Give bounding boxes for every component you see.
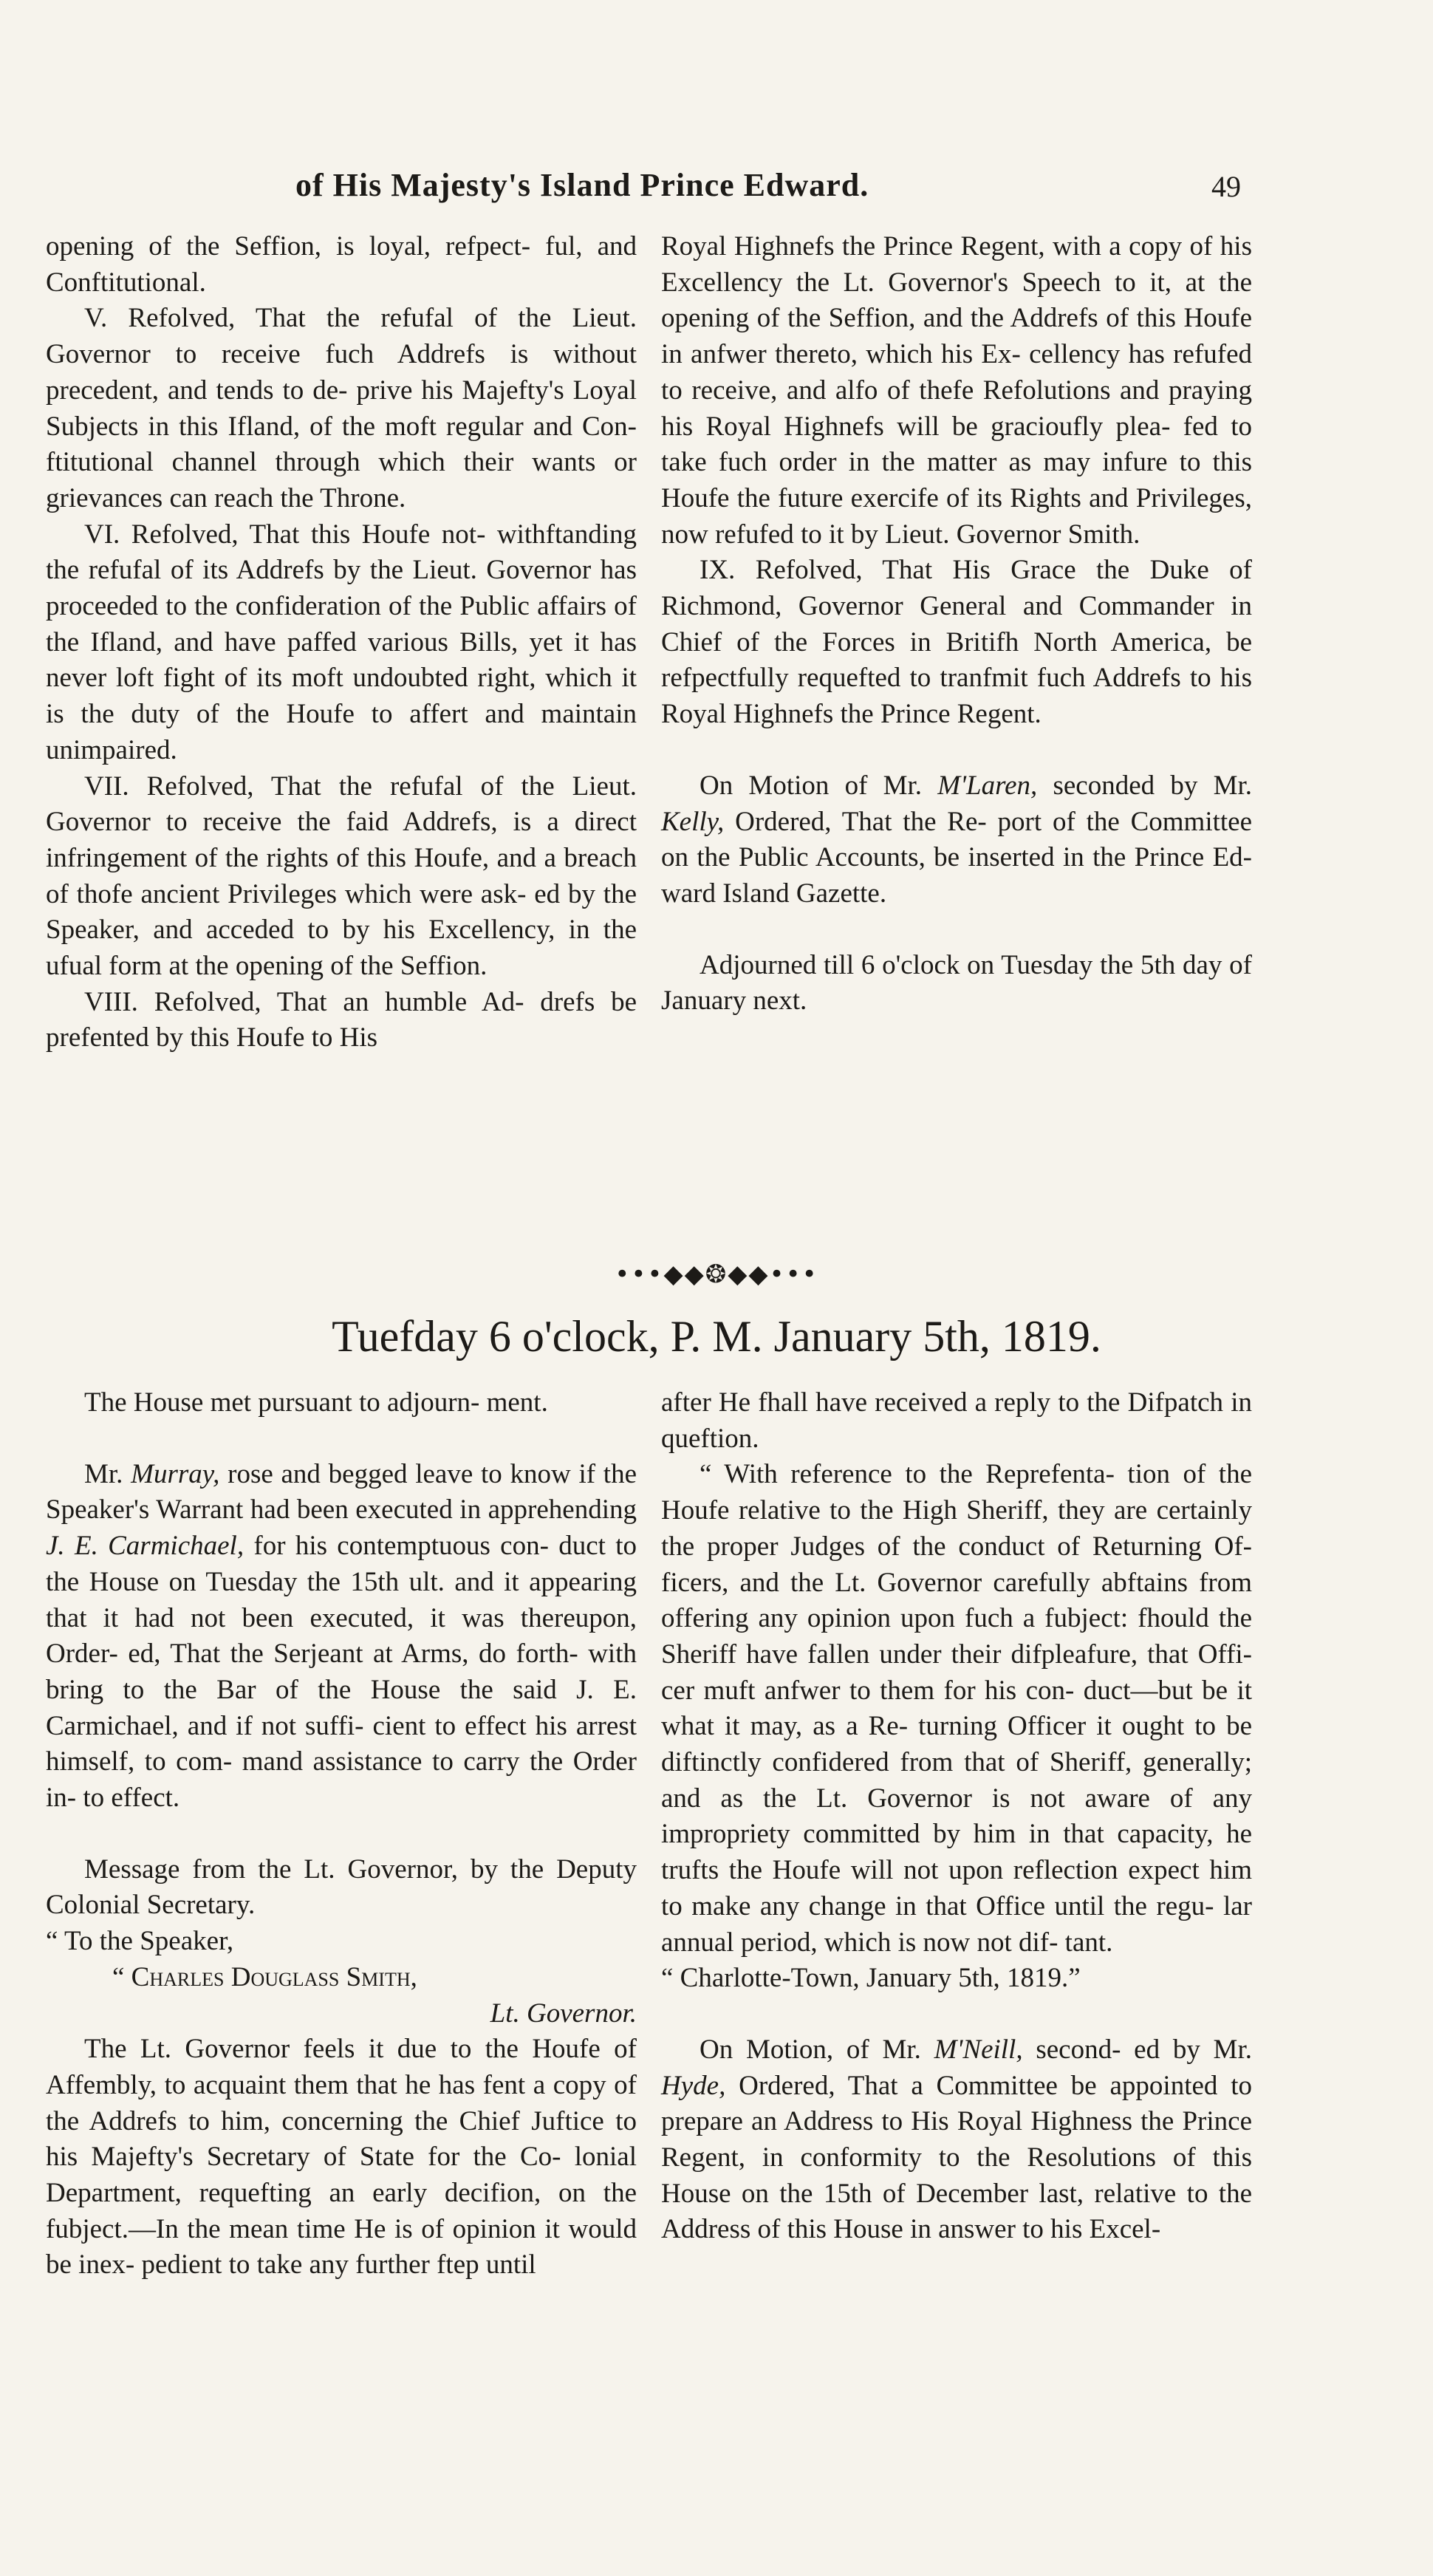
running-head xyxy=(0,166,1433,211)
resolution-v: V. Refolved, That the refufal of the Lieut. Governor to receive fuch Addrefs is without precedent, and tends to de- prive his Majefty's Loyal Subjects in this Ifland, of the moft regular and Con- ftitutional channel through which their wants or grievances can reach the Throne. xyxy=(46,303,637,513)
paragraph: The House met pursuant to adjourn- ment. xyxy=(84,1387,548,1418)
dateline: “ Charlotte-Town, January 5th, 1819.” xyxy=(661,1963,1081,1994)
resolution-ix: IX. Refolved, That His Grace the Duke of Richmond, Governor General and Commander in Chief of the Forces in Britifh North America, be refpectfully requefted to tranfmit fuch Addrefs to his Royal Highnefs the Prince Regent. xyxy=(661,555,1252,730)
running-head-title: of His Majesty's Island Prince Edward. xyxy=(295,167,869,203)
motion-paragraph: On Motion of Mr. M'Laren, seconded by Mr. Kelly, Ordered, That the Re- port of the Committee on the Public Accounts, be inserted in the Prince Ed- ward Island Gazette. xyxy=(661,770,1252,909)
bottom-right-column xyxy=(661,1385,1252,2248)
bottom-left-column xyxy=(46,1385,637,2283)
message-intro: Message from the Lt. Governor, by the Deputy Colonial Secretary. xyxy=(46,1854,637,1921)
ornament-divider: •••◆◆❂◆◆••• xyxy=(615,1260,818,1289)
murray-paragraph: Mr. Murray, rose and begged leave to know if the Speaker's Warrant had been executed in apprehending J. E. Carmichael, for his contemptuous con- duct to the House on Tuesday the 15th ult. and it appearing that it had not been executed, it was thereupon, Order- ed, That the Serjeant at Arms, do forth- with bring to the Bar of the House the said J. E. Carmichael, and if not suffi- cient to effect his arrest himself, to com- mand assistance to carry the Order in- to effect. xyxy=(46,1458,637,1814)
message-body: The Lt. Governor feels it due to the Houfe of Affembly, to acquaint them that he has fent a copy of the Addrefs to him, concerning the Chief Juftice to his Majefty's Secretary of State for the Co- lonial Department, requefting an early decifion, on the fubject.—In the mean time He is of opinion it would be inex- pedient to take any further ftep until xyxy=(46,2034,637,2281)
mover-name: M'Laren, xyxy=(937,770,1038,801)
resolution-viii: VIII. Refolved, That an humble Ad- drefs be prefented by this Houfe to His xyxy=(46,986,637,1053)
paragraph: opening of the Seffion, is loyal, refpect- ful, and Conftitutional. xyxy=(46,231,637,298)
member-name: Murray, xyxy=(131,1458,220,1489)
paragraph: after He fhall have received a reply to the Difpatch in queftion. xyxy=(661,1387,1252,1454)
top-left-column xyxy=(46,229,637,1056)
page-number: 49 xyxy=(1211,170,1241,203)
mover-name: M'Neill, xyxy=(934,2034,1023,2065)
resolution-vii: VII. Refolved, That the refufal of the Lieut. Governor to receive the faid Addrefs, is a direct infringement of the rights of this Houfe, and a breach of thofe ancient Privileges which were ask- ed by the Speaker, and acceded to by his Excellency, in the ufual form at the opening of the Seffion. xyxy=(46,771,637,982)
seconder-name: Hyde, xyxy=(661,2070,726,2101)
message-body: “ With reference to the Reprefenta- tion of the Houfe relative to the High Sheriff, they are certainly the proper Judges of the conduct of Returning Of- ficers, and the Lt. Governor carefully abftains from offering any opinion upon fuch a fubject: fhould the Sheriff have fallen under their difpleafure, that Offi- cer muft anfwer to them for his con- duct—but be it what it may, as a Re- turning Officer it ought to be diftinctly confidered from that of Sheriff, generally; and as the Lt. Governor is not aware of any impropriety committed by him in that capacity, he trufts the Houfe will not upon reflection expect him to make any change in that Office until the regu- lar annual period, which is now not dif- tant. xyxy=(661,1459,1252,1958)
signature-name: “ Charles Douglass Smith, xyxy=(112,1961,417,1992)
motion-paragraph: On Motion, of Mr. M'Neill, second- ed by Mr. Hyde, Ordered, That a Committee be appointed to prepare an Address to His Royal Highness the Prince Regent, in conformity to the Resolutions of this House on the 15th of December last, relative to the Address of this House in answer to his Excel- xyxy=(661,2034,1252,2245)
signature-title: Lt. Governor. xyxy=(490,1998,637,2029)
resolution-vi: VI. Refolved, That this Houfe not- withftanding the refufal of its Addrefs by the Lieut. Governor has proceeded to the confideration of the Public affairs of the Ifland, and have paffed various Bills, yet it has never loft fight of its moft undoubted right, which it is the duty of the Houfe to affert and maintain unimpaired. xyxy=(46,519,637,765)
seconder-name: Kelly, xyxy=(661,806,725,837)
paragraph: Royal Highnefs the Prince Regent, with a copy of his Excellency the Lt. Governor's Speech to it, at the opening of the Seffion, and the Addrefs of this Houfe in anfwer thereto, which his Ex- cellency has refufed to receive, and alfo of thefe Refolutions and praying his Royal Highnefs will be gracioufly plea- fed to take fuch order in the matter as may infure to this Houfe the future exercife of its Rights and Privileges, now refufed to it by Lieut. Governor Smith. xyxy=(661,231,1252,550)
adjournment-paragraph: Adjourned till 6 o'clock on Tuesday the 5th day of January next. xyxy=(661,949,1252,1017)
section-heading: Tuefday 6 o'clock, P. M. January 5th, 1819. xyxy=(332,1312,1101,1361)
person-name: J. E. Carmichael, xyxy=(46,1531,244,1562)
top-right-column xyxy=(661,229,1252,1019)
salutation: “ To the Speaker, xyxy=(46,1926,234,1957)
